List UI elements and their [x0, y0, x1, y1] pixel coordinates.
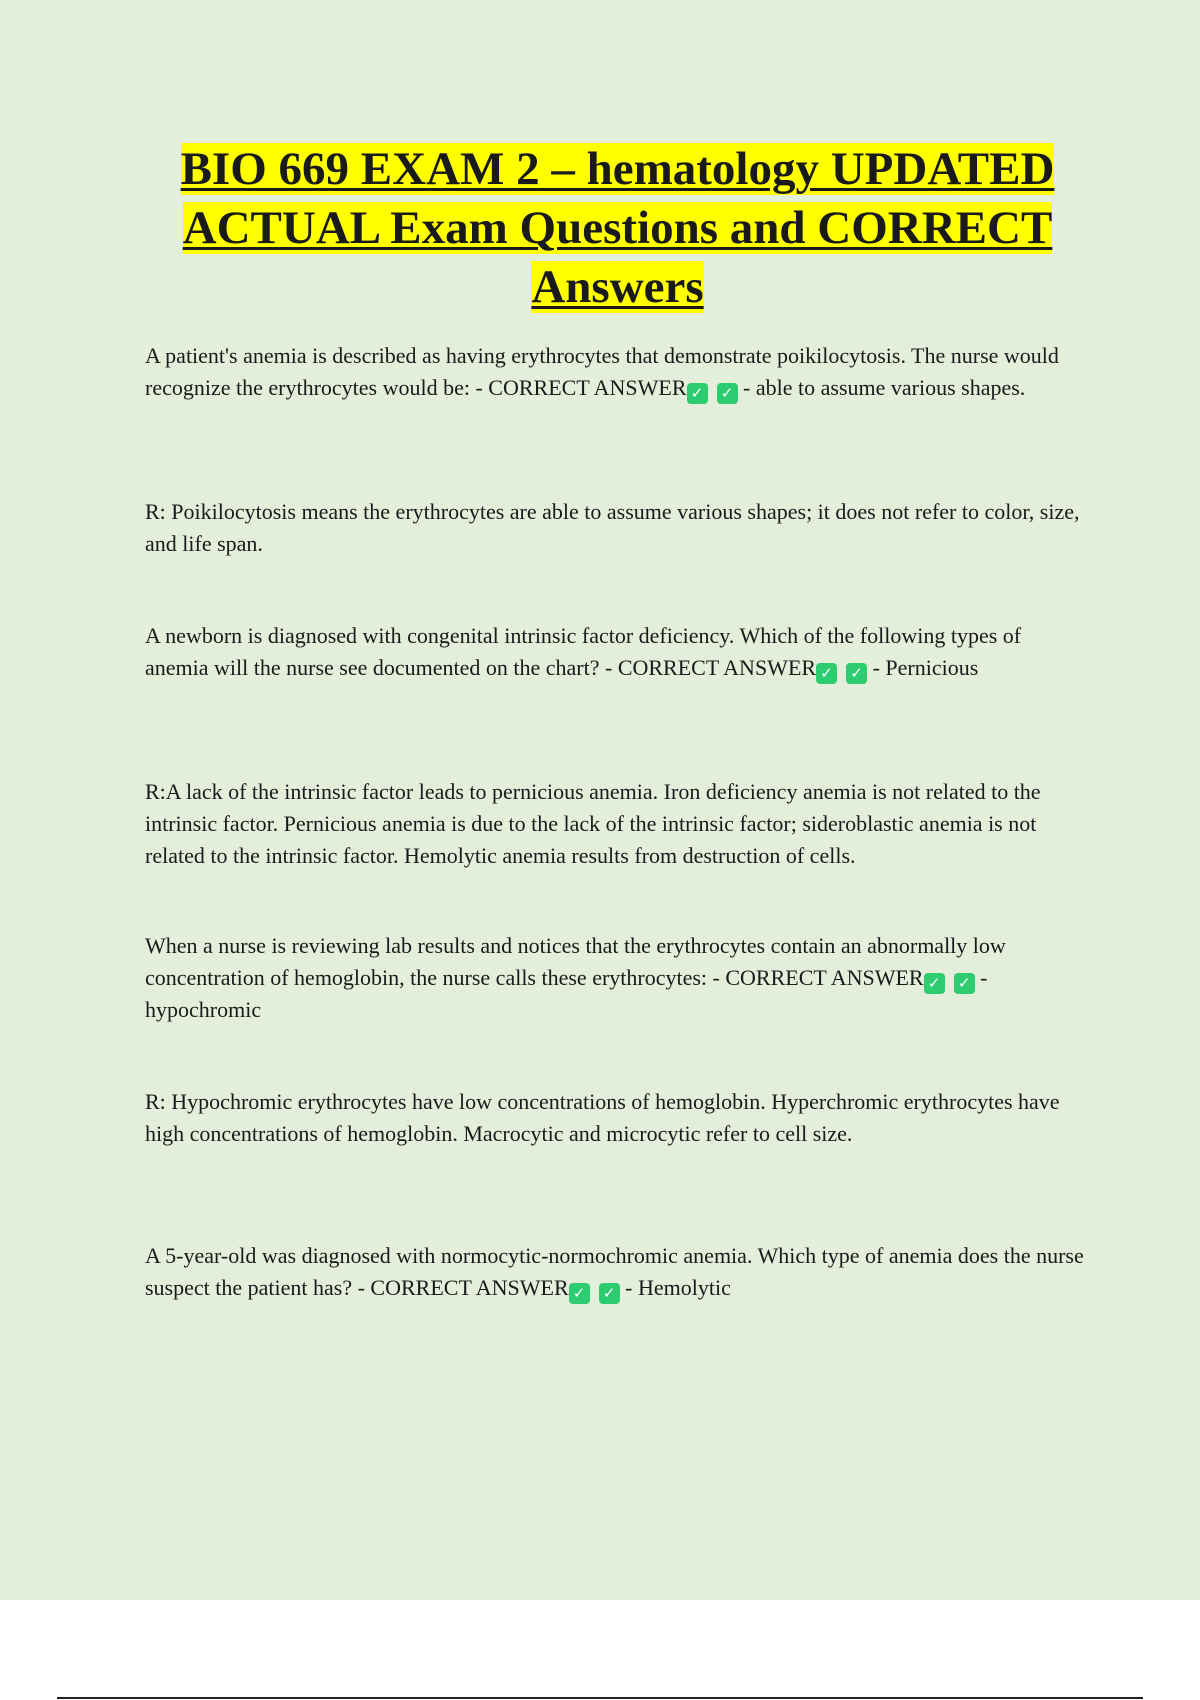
check-mark-icon: ✓ [816, 663, 837, 684]
question-text: A newborn is diagnosed with congenital intrinsic factor deficiency. Which of the following types of anemia will the nurse see documented on the chart? - CORRECT ANSWER [145, 623, 1022, 680]
question-1 [145, 340, 1090, 404]
question-text: A 5-year-old was diagnosed with normocytic-normochromic anemia. Which type of anemia does the nurse suspect the patient has? - CORRECT ANSWER [145, 1243, 1084, 1300]
document-title-text: BIO 669 EXAM 2 – hematology UPDATED ACTUAL Exam Questions and CORRECT Answers [180, 143, 1055, 313]
check-mark-icon: ✓ [846, 663, 867, 684]
answer-text: - Hemolytic [625, 1275, 731, 1300]
answer-text: - hypochromic [145, 965, 988, 1022]
answer-text: - Pernicious [872, 655, 979, 680]
question-3 [145, 930, 1090, 1026]
check-mark-icon: ✓ [924, 973, 945, 994]
check-mark-icon: ✓ [569, 1283, 590, 1304]
question-text: When a nurse is reviewing lab results and notices that the erythrocytes contain an abnormally low concentration of hemoglobin, the nurse calls these erythrocytes: - CORRECT ANSWER [145, 933, 1006, 990]
check-mark-icon: ✓ [717, 383, 738, 404]
check-mark-icon: ✓ [599, 1283, 620, 1304]
question-4 [145, 1240, 1090, 1304]
answer-text: - able to assume various shapes. [743, 375, 1026, 400]
question-2 [145, 620, 1090, 684]
question-text: A patient's anemia is described as having erythrocytes that demonstrate poikilocytosis. The nurse would recognize the erythrocytes would be: - CORRECT ANSWER [145, 343, 1059, 400]
check-mark-icon: ✓ [687, 383, 708, 404]
rationale-1: R: Poikilocytosis means the erythrocytes are able to assume various shapes; it does not refer to color, size, and life span. [145, 499, 1080, 556]
check-mark-icon: ✓ [954, 973, 975, 994]
document-title [140, 140, 1095, 317]
rationale-2: R:A lack of the intrinsic factor leads to pernicious anemia. Iron deficiency anemia is not related to the intrinsic factor. Pernicious anemia is due to the lack of the intrinsic factor; sideroblastic anemia is not related to the intrinsic factor. Hemolytic anemia results from destruction of cells. [145, 779, 1041, 868]
footer-divider [57, 1697, 1143, 1699]
rationale-3: R: Hypochromic erythrocytes have low concentrations of hemoglobin. Hyperchromic erythrocytes have high concentrations of hemoglobin. Macrocytic and microcytic refer to cell size. [145, 1089, 1060, 1146]
